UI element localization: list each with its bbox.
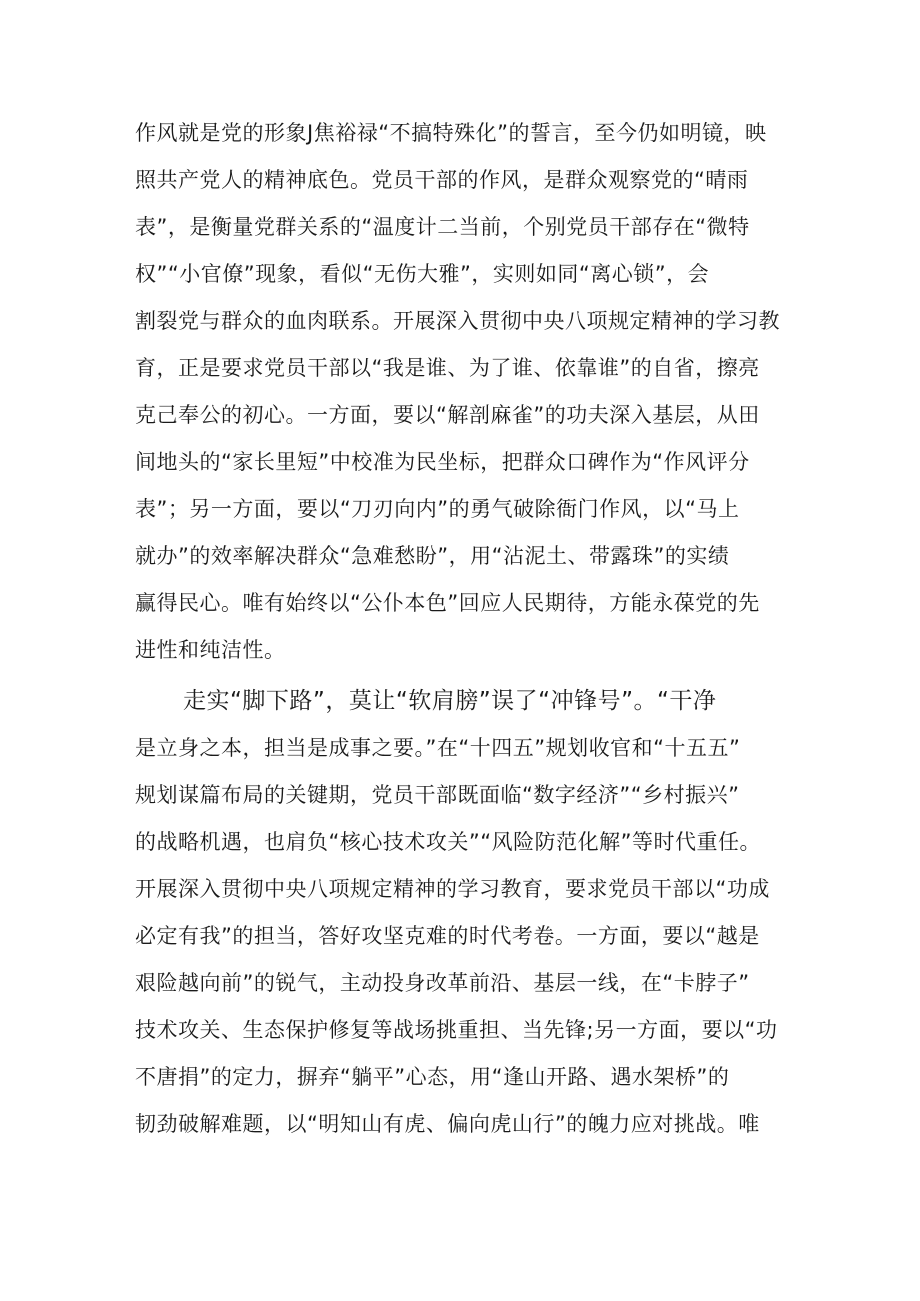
paragraph-line: 规划谋篇布局的关键期，党员干部既面临“数字经济”“乡村振兴” [135, 783, 740, 807]
paragraph-line: 表”，是衡量党群关系的“温度计二当前，个别党员干部存在“微特 [135, 215, 750, 239]
paragraph-2 [135, 678, 795, 1148]
paragraph-line: 的战略机遇，也肩负“核心技术攻关”“风险防范化解”等时代重任。 [135, 830, 762, 854]
paragraph-line: 不唐捐”的定力，摒弃“躺平”心态，用“逢山开路、遇水架桥”的 [135, 1065, 730, 1089]
paragraph-line: 赢得民心。唯有始终以“公仆本色”回应人民期待，方能永葆党的先 [135, 591, 760, 615]
paragraph-line: 韧劲破解难题，以“明知山有虎、偏向虎山行”的魄力应对挑战。唯 [135, 1112, 760, 1136]
paragraph-line: 表”；另一方面，要以“刀刃向内”的勇气破除衙门作风，以“马上 [135, 497, 740, 521]
paragraph-line: 照共产党人的精神底色。党员干部的作风，是群众观察党的“晴雨 [135, 168, 749, 192]
paragraph-line: 克己奉公的初心。一方面，要以“解剖麻雀”的功夫深入基层，从田 [135, 403, 760, 427]
paragraph-line: 走实“脚下路”，莫让“软肩膀”误了“冲锋号”。“干净 [183, 688, 717, 714]
paragraph-line: 是立身之本，担当是成事之要。”在“十四五”规划收官和“十五五” [135, 736, 741, 760]
paragraph-line: 就办”的效率解决群众“急难愁盼”，用“沾泥土、带露珠”的实绩 [135, 544, 730, 568]
paragraph-line: 割裂党与群众的血肉联系。开展深入贯彻中央八项规定精神的学习教 [135, 309, 780, 333]
paragraph-line: 技术攻关、生态保护修复等战场挑重担、当先锋;另一方面，要以“功 [135, 1018, 778, 1042]
paragraph-line: 必定有我”的担当，答好攻坚克难的时代考卷。一方面，要以“越是 [135, 924, 760, 948]
paragraph-line: 育，正是要求党员干部以“我是谁、为了谁、依靠谁”的自省，擦亮 [135, 356, 760, 380]
paragraph-line: 间地头的“家长里短”中校准为民坐标，把群众口碑作为“作风评分 [135, 450, 750, 474]
paragraph-line: 权”“小官僚”现象，看似“无伤大雅”，实则如同“离心锁”，会 [135, 262, 710, 286]
paragraph-line: 进性和纯洁性。 [135, 638, 286, 662]
paragraph-line: 作风就是党的形象J焦裕禄“不搞特殊化”的誓言，至今仍如明镜，映 [135, 121, 767, 145]
paragraph-1 [135, 110, 795, 674]
paragraph-line: 开展深入贯彻中央八项规定精神的学习教育，要求党员干部以“功成 [135, 877, 770, 901]
document-body [135, 110, 795, 1148]
paragraph-line: 艰险越向前”的锐气，主动投身改革前沿、基层一线，在“卡脖子” [135, 971, 750, 995]
